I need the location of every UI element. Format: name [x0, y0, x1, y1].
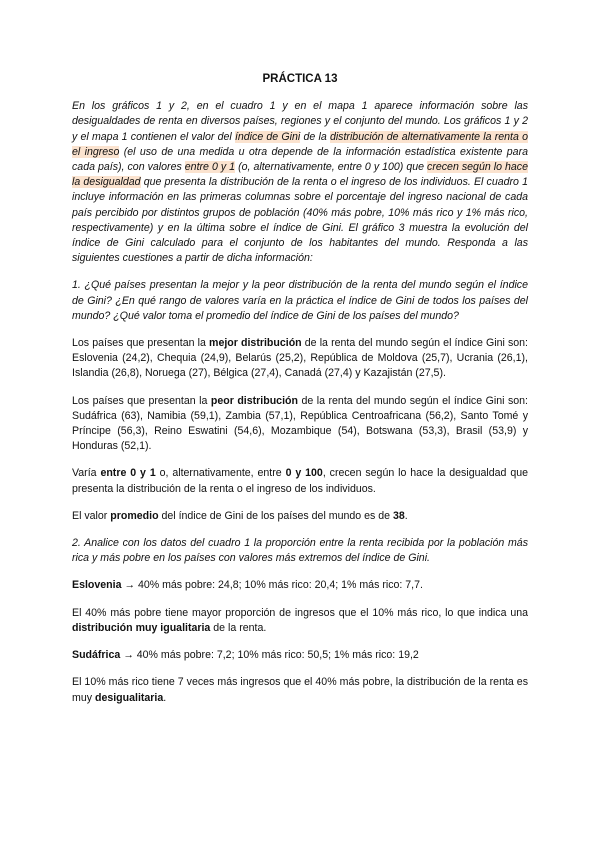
text-segment: → 40% más pobre: 7,2; 10% más rico: 50,5; 1% más rico: 19,2 [120, 649, 419, 662]
text-segment: (el uso de una medida u otra depende de la información estadística existente para cada país), con valores [72, 145, 528, 174]
text-segment: de la renta del mundo según el índice Gini son: Eslovenia (24,2), Chequia (24,9), Belarús (25,2), República de Moldova (25,7), Ucrania (26,1), Islandia (26,8), Noruega (27), Bélgica (27,4), Canadá (27,4) y Kazajistán (27,5). [72, 337, 528, 380]
text-segment: de la renta del mundo según el índice Gini son: Sudáfrica (63), Namibia (59,1), Zambia (57,1), República Centroafricana (56,2), Santo Tomé y Príncipe (56,3), Reino Eswatini (54,6), Mozambique (54), Botswana (53,3), Brasil (53,9) y Honduras (52,1). [72, 394, 528, 453]
bold-text: desigualitaria [94, 691, 164, 704]
answer-average [72, 509, 528, 524]
bold-text: 0 y 100 [285, 467, 323, 480]
text-segment: En los gráficos 1 y 2, en el cuadro 1 y en el mapa 1 aparece información sobre las desigualdades de renta en diversos países, regiones y el conjunto del mundo. Los gráficos 1 y 2 y el mapa 1 contienen el valor del [72, 100, 528, 143]
text-segment: Los países que presentan la [72, 337, 210, 350]
bold-text: peor distribución [210, 394, 298, 407]
intro-paragraph [72, 99, 528, 266]
answer-best-distribution [72, 336, 528, 382]
text-segment: (o, alternativamente, entre 0 y 100) que [235, 161, 428, 174]
answer-slovenia-data [72, 578, 528, 593]
answer-south-africa-data [72, 648, 528, 663]
page-title: PRÁCTICA 13 [262, 73, 338, 85]
highlighted-text: índice de Gini [234, 130, 301, 143]
text-segment: El 10% más rico tiene 7 veces más ingresos que el 40% más pobre, la distribución de la renta es muy [72, 676, 528, 704]
answer-south-africa-analysis [72, 675, 528, 705]
text-segment: . [404, 509, 408, 522]
text-segment: de la renta. [210, 621, 267, 634]
bold-text: entre 0 y 1 [100, 467, 156, 480]
answer-slovenia-analysis [72, 606, 528, 636]
question-2: 2. Analice con los datos del cuadro 1 la proporción entre la renta recibida por la población más rica y más pobre en los países con valores más extremos del índice de Gini. [72, 537, 528, 565]
bold-text: Sudáfrica [72, 649, 121, 662]
text-segment: o, alternativamente, entre [155, 467, 286, 480]
question-1: 1. ¿Qué países presentan la mejor y la peor distribución de la renta del mundo según el índice de Gini? ¿En qué rango de valores varía en la práctica el índice de Gini de todos los países del mundo? ¿Qué valor toma el promedio del índice de Gini de los países del mundo? [72, 279, 528, 322]
answer-range [72, 466, 528, 496]
text-segment: Los países que presentan la [72, 394, 211, 407]
text-segment: El valor [72, 509, 111, 522]
bold-text: promedio [110, 509, 159, 522]
text-segment: Varía [72, 467, 101, 480]
text-segment: → 40% más pobre: 24,8; 10% más rico: 20,4; 1% más rico: 7,7. [121, 579, 423, 592]
highlighted-text: crecen según lo hace la desigualdad [72, 161, 528, 189]
text-segment: de la [300, 130, 330, 143]
bold-text: Eslovenia [72, 579, 122, 592]
bold-text: distribución muy igualitaria [72, 621, 211, 634]
bold-text: 38 [392, 509, 405, 522]
text-segment: El 40% más pobre tiene mayor proporción de ingresos que el 10% más rico, lo que indica una [72, 606, 528, 619]
text-segment: del índice de Gini de los países del mundo es de [158, 509, 393, 522]
answer-worst-distribution [72, 394, 528, 455]
highlighted-text: distribución de alternativamente la renta o el ingreso [72, 130, 528, 158]
text-segment: . [163, 691, 167, 704]
text-segment: que presenta la distribución de la renta o el ingreso de los individuos. El cuadro 1 incluye información en las primeras columnas sobre el porcentaje del ingreso nacional de cada país percibido por distintos grupos de población (40% más pobre, 10% más rico y 1% más rico, respectivamente) y en la última sobre el índice de Gini. El gráfico 3 muestra la evolución del índice de Gini calculado para el conjunto de los habitantes del mundo. Responda a las siguientes cuestiones a partir de dicha información: [72, 176, 528, 265]
highlighted-text: entre 0 y 1 [184, 161, 236, 174]
text-segment: , crecen según lo hace la desigualdad que presenta la distribución de la renta o el ingreso de los individuos. [72, 467, 528, 495]
bold-text: mejor distribución [209, 337, 302, 350]
